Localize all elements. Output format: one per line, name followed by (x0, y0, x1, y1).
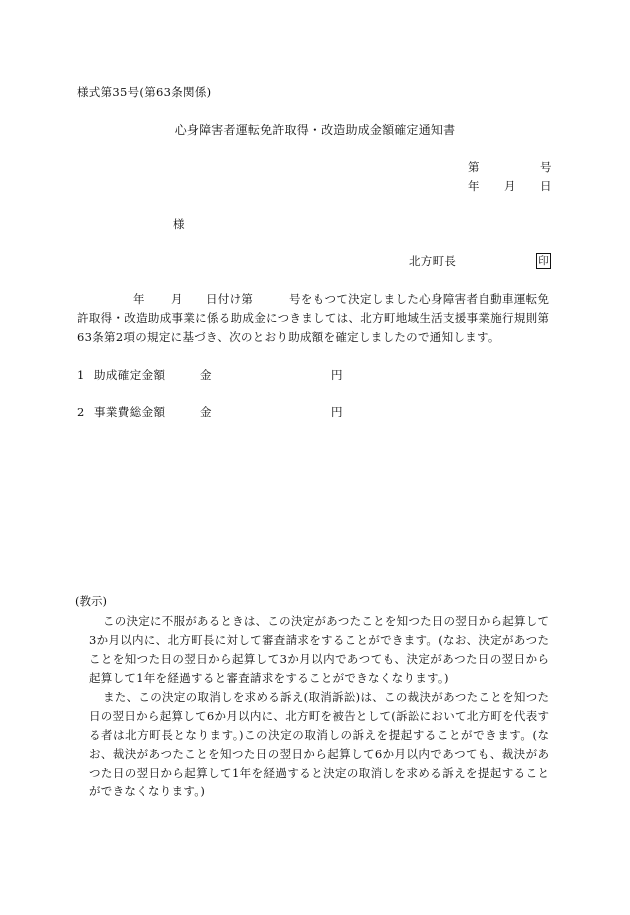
instruction-line: る者は北方町長となります。)この決定の取消しの訴えを提起することができます。(な (89, 728, 549, 742)
item-label: 助成確定金額 (94, 368, 165, 382)
amount-prefix: 金 (200, 405, 212, 419)
instruction-line: つた日の翌日から起算して1年を経過すると決定の取消しを求める訴えを提起すること (89, 766, 549, 780)
document-title: 心身障害者運転免許取得・改造助成金額確定通知書 (174, 123, 456, 137)
issuer-name: 北方町長 (409, 254, 457, 268)
item-label: 事業費総金額 (94, 405, 165, 419)
instruction-line: この決定に不服があるときは、この決定があつたことを知つた日の翌日から起算して (103, 614, 549, 628)
amount-suffix: 円 (331, 368, 343, 382)
addressee-suffix: 様 (173, 217, 185, 231)
document-number-prefix: 第 (468, 160, 480, 174)
instruction-line: 起算して1年を経過すると審査請求をすることができなくなります。) (89, 671, 449, 685)
item-number: 2 (77, 405, 85, 419)
body-date-month: 月 (171, 292, 183, 306)
body-line-3: 63条第2項の規定に基づき、次のとおり助成額を確定しましたので通知します。 (77, 330, 500, 344)
date-year: 年 (468, 179, 480, 193)
instruction-line: お、裁決があつたことを知つた日の翌日から起算して6か月以内であつても、裁決があ (89, 747, 549, 761)
date-day: 日 (540, 179, 552, 193)
item-number: 1 (77, 368, 85, 382)
seal-stamp: 印 (536, 253, 551, 269)
date-month: 月 (504, 179, 516, 193)
body-date-year: 年 (133, 292, 145, 306)
document-number-suffix: 号 (540, 160, 552, 174)
instruction-line: ができなくなります。) (89, 784, 206, 798)
instruction-line: また、この決定の取消しを求める訴え(取消訴訟)は、この裁決があつたことを知つた (103, 690, 549, 704)
body-line-1: 号をもつて決定しました心身障害者自動車運転免 (289, 292, 549, 306)
instruction-line: ことを知つた日の翌日から起算して3か月以内であつても、決定があつた日の翌日から (89, 652, 549, 666)
instruction-heading: (教示) (75, 594, 107, 608)
instruction-line: 3か月以内に、北方町長に対して審査請求をすることができます。(なお、決定があつた (89, 633, 549, 647)
body-date-day-ref: 日付け第 (206, 292, 254, 306)
form-number: 様式第35号(第63条関係) (77, 85, 212, 99)
amount-suffix: 円 (331, 405, 343, 419)
amount-prefix: 金 (200, 368, 212, 382)
instruction-line: 日の翌日から起算して6か月以内に、北方町を被告として(訴訟において北方町を代表す (89, 709, 549, 723)
body-line-2: 許取得・改造助成事業に係る助成金につきましては、北方町地域生活支援事業施行規則第 (77, 311, 549, 325)
